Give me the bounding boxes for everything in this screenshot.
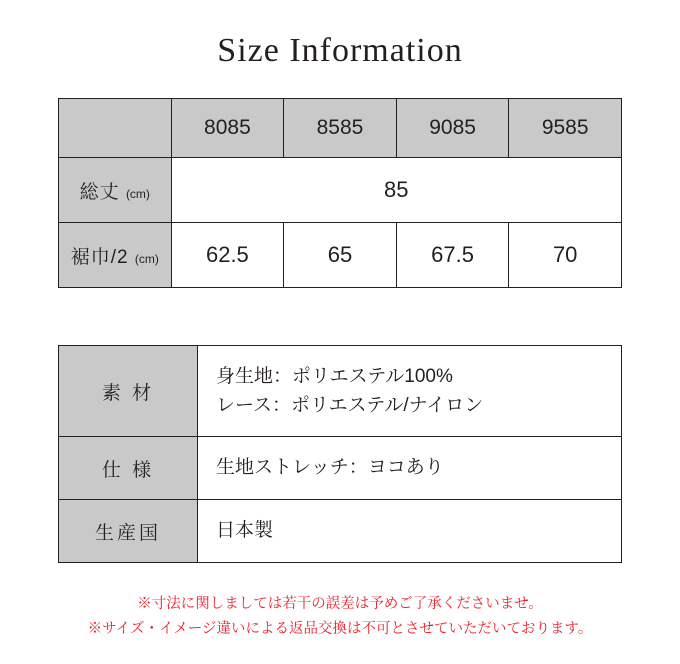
table-row (59, 223, 622, 288)
size-column-header: 9585 (509, 99, 622, 158)
row-label-unit: (cm) (125, 186, 150, 201)
note-line: ※サイズ・イメージ違いによる返品交換は不可とさせていただいております。 (87, 620, 593, 637)
hem-width-value: 70 (509, 223, 622, 288)
table-header-row (59, 99, 622, 158)
disclaimer-notes (0, 592, 680, 641)
spec-line: 身生地：ポリエステル100% (216, 365, 453, 387)
table-row (59, 158, 622, 223)
row-label-unit: (cm) (134, 251, 159, 266)
hem-width-value: 67.5 (396, 223, 509, 288)
size-column-header: 8585 (284, 99, 397, 158)
spec-label-material: 素 材 (59, 346, 198, 437)
spec-value-material (198, 346, 622, 437)
table-row (59, 500, 622, 563)
page-title: Size Information (217, 32, 463, 69)
hem-width-value: 62.5 (171, 223, 284, 288)
row-label-hem-width (59, 223, 172, 288)
spec-line: 生地ストレッチ：ヨコあり (216, 457, 444, 479)
note-line: ※寸法に関しましては若干の誤差は予めご了承くださいませ。 (137, 596, 543, 612)
size-table-corner-cell (59, 99, 172, 158)
spec-value-country (198, 500, 622, 563)
spec-line: レース：ポリエステル/ナイロン (216, 395, 484, 416)
size-column-header: 9085 (396, 99, 509, 158)
row-label-total-length (59, 158, 172, 223)
table-row (59, 437, 622, 500)
row-label-text: 裾巾/2 (70, 246, 129, 268)
spec-line: 日本製 (216, 520, 274, 542)
spec-value-features (198, 437, 622, 500)
size-column-header: 8085 (171, 99, 284, 158)
total-length-value: 85 (171, 158, 621, 223)
hem-width-value: 65 (284, 223, 397, 288)
spec-label-country: 生産国 (59, 500, 198, 563)
specification-table (58, 345, 622, 563)
spec-label-features: 仕 様 (59, 437, 198, 500)
size-table (58, 98, 622, 288)
row-label-text: 総丈 (79, 181, 120, 203)
table-row (59, 346, 622, 437)
